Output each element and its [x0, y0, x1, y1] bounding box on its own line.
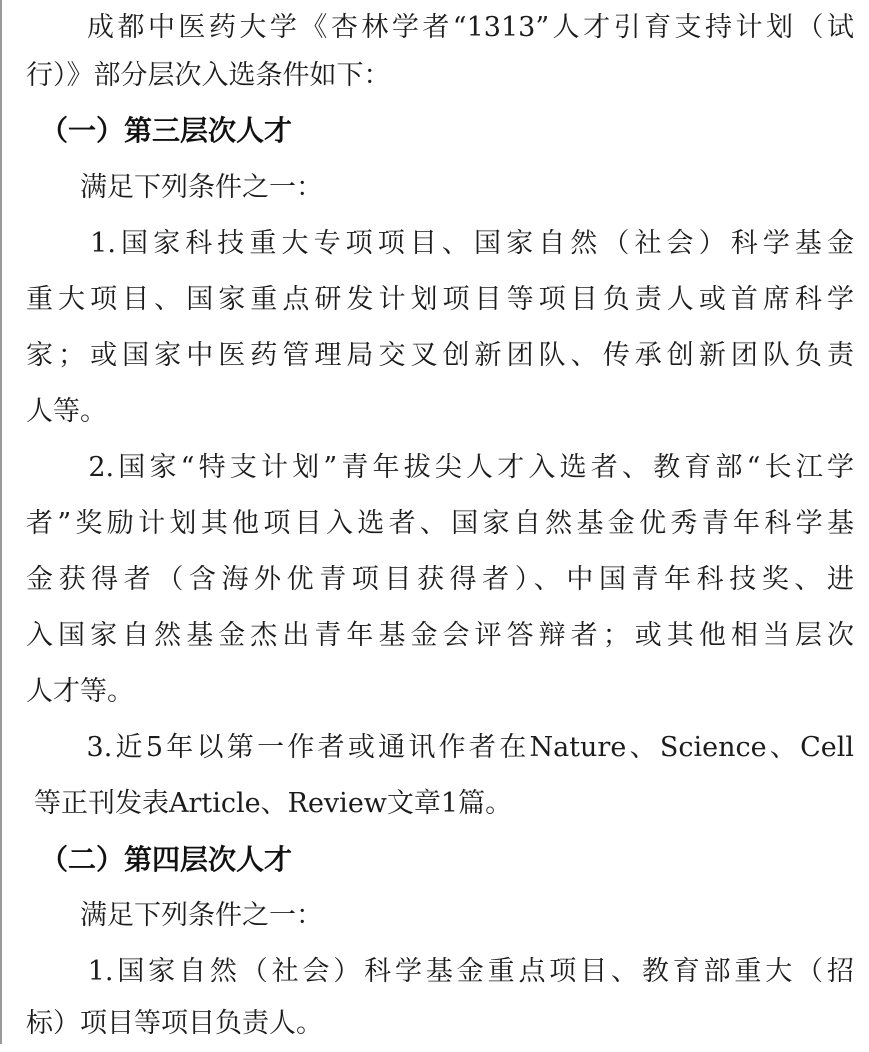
- condition-intro-level-3: 满足下列条件之一：: [26, 172, 323, 203]
- section-heading-level-3: （一）第三层次人才: [26, 114, 293, 147]
- level-4-item-1-line-1: 1.国家自然（社会）科学基金重点项目、教育部重大（招: [26, 956, 854, 987]
- item-2-line-3: 金获得者（含海外优青项目获得者）、中国青年科技奖、进: [26, 564, 854, 595]
- item-1-line-3: 家；或国家中医药管理局交叉创新团队、传承创新团队负责: [26, 340, 854, 371]
- item-3-line-1: 3.近5年以第一作者或通讯作者在Nature、Science、Cell: [26, 732, 854, 763]
- item-2-line-2: 者”奖励计划其他项目入选者、国家自然基金优秀青年科学基: [26, 508, 854, 539]
- item-2-line-4: 入国家自然基金杰出青年基金会评答辩者；或其他相当层次: [26, 620, 854, 651]
- condition-intro-level-4: 满足下列条件之一：: [26, 900, 323, 931]
- item-3-line-2: 等正刊发表Article、Review文章1篇。: [34, 788, 513, 819]
- intro-line-2: 行）》部分层次入选条件如下：: [26, 60, 391, 91]
- intro-line-1: 成都中医药大学《杏林学者“1313”人才引育支持计划（试: [26, 12, 854, 43]
- item-2-line-5: 人才等。: [26, 676, 134, 707]
- level-4-item-1-line-2: 标）项目等项目负责人。: [26, 1008, 323, 1039]
- item-1-line-1: 1.国家科技重大专项项目、国家自然（社会）科学基金: [26, 228, 854, 259]
- section-heading-level-4: （二）第四层次人才: [26, 843, 293, 876]
- item-2-line-1: 2.国家“特支计划”青年拔尖人才入选者、教育部“长江学: [26, 452, 854, 483]
- item-1-line-4: 人等。: [26, 396, 107, 427]
- item-1-line-2: 重大项目、国家重点研发计划项目等项目负责人或首席科学: [26, 284, 854, 315]
